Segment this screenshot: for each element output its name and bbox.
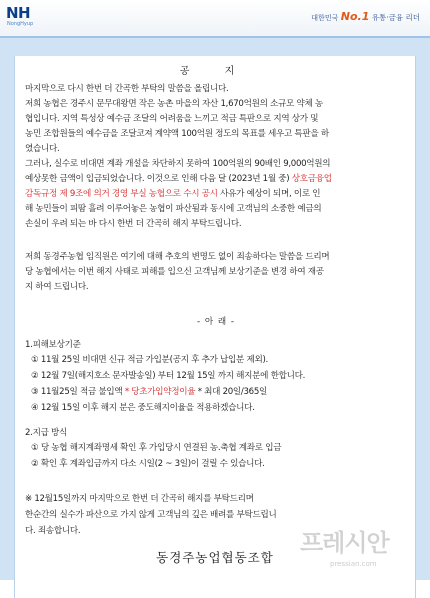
para3-line-1: 저희 동경주농협 임직원은 여기에 대해 추호의 변명도 없이 죄송하다는 말씀을 드리며 [25, 252, 330, 262]
section1-item-1: ① 11월 25일 비대면 신규 적금 가입분(공지 후 추가 납입분 제외). [31, 355, 268, 365]
para2-line-2-red: 상호금융업 [291, 174, 332, 184]
section1-item-3 [31, 385, 413, 400]
section1-item-3-tail: * 최대 20일/365일 [195, 387, 268, 397]
pressian-watermark: 프레시안 [300, 529, 389, 557]
notice-document [14, 56, 416, 598]
closing-line-2: 한순간의 실수가 파산으로 가지 않게 고객님의 깊은 배려를 부탁드립니 [25, 510, 277, 520]
slogan-prefix: 대한민국 [311, 14, 339, 22]
nh-logo [6, 4, 54, 32]
section2-item-1: ① 당 농협 해지계좌명세 확인 후 가입당시 연결된 농.축협 계좌로 입금 [31, 443, 282, 453]
pressian-watermark-sub: pressian.com [330, 560, 377, 568]
closing-line-1: ※ 12월15일까지 마지막으로 한번 더 간곡히 해지를 부탁드리며 [25, 494, 254, 504]
para3-line-3: 지 하여 드립니다. [25, 282, 89, 292]
section2-item-2: ② 확인 후 계좌입금까지 다소 시일(2 ~ 3일)이 걸릴 수 있습니다. [31, 459, 265, 469]
slogan-no1: No.1 [340, 10, 370, 23]
logo-subtext: NongHyup [7, 21, 34, 27]
signature: 동경주농업협동조합 [156, 550, 274, 565]
para2-line-3-red: 감독규정 제 9조에 의거 경영 부실 농협으로 수시 공시 [25, 189, 218, 199]
intro-line-1: 마지막으로 다시 한번 더 간곡한 부탁의 말씀을 올립니다. [25, 84, 229, 94]
intro-line-3: 협입니다. 지역 특성상 예수금 조달의 어려움을 느끼고 적금 특판으로 지역 상가 및 [25, 114, 319, 124]
para2-line-2-text: 예상못한 금액이 입금되었습니다. 이것으로 인해 다음 달 (2023년 1월 중) [25, 174, 292, 184]
para2-line-3 [25, 187, 407, 202]
top-banner [0, 0, 430, 38]
section1-item-3-text: ③ 11월25일 적금 불입액 [31, 387, 125, 397]
document-title: 공 지 [179, 66, 251, 77]
section1-item-2: ② 12월 7일(해지호소 문자발송일) 부터 12월 15일 까지 해지분에 한합니다. [31, 371, 306, 381]
section1-item-4: ④ 12월 15일 이후 해지 분은 중도해지이율을 적용하겠습니다. [31, 403, 255, 413]
slogan [311, 10, 420, 23]
below-label: - 아 래 - [196, 317, 235, 327]
para2-line-5: 손실이 우려 되는 바 다시 한번 더 간곡히 해지 부탁드립니다. [25, 219, 242, 229]
section1-item-3-red: 당초가입약정이율 [131, 387, 196, 397]
para3-line-2: 당 농협에서는 이번 해지 사태로 피해를 입으신 고객님께 보상기준을 변경 하여 재공 [25, 267, 324, 277]
intro-line-2: 저희 농협은 경주시 문무대왕면 작은 농촌 마을의 자산 1,670억원의 소규모 약체 농 [25, 99, 323, 109]
section1-title: 1.피해보상기준 [25, 340, 81, 350]
closing-line-3: 다. 죄송합니다. [25, 526, 81, 536]
para2-line-4: 해 농민들이 피땀 흘려 이루어놓은 농협이 파산됨과 동시에 고객님의 소중한 예금의 [25, 204, 322, 214]
para2-line-3-text: 사유가 예상이 되며, 이로 인 [217, 189, 321, 199]
intro-line-5: 였습니다. [25, 144, 60, 154]
document-frame [0, 38, 430, 580]
slogan-suffix: 유통·금융 리더 [371, 13, 420, 22]
para2-line-2 [25, 172, 407, 187]
intro-line-4: 농민 조합원들의 예수금을 조달코져 계약액 100억원 정도의 목표를 세우고 특판을 하 [25, 129, 329, 139]
section2-title: 2.지급 방식 [25, 428, 68, 438]
para2-line-1: 그러나, 실수로 비대면 계좌 개설을 차단하지 못하여 100억원의 90배인 9,000억원의 [25, 159, 331, 169]
section1-item-3-star: * [124, 387, 129, 397]
logo-text: NH [6, 4, 31, 22]
